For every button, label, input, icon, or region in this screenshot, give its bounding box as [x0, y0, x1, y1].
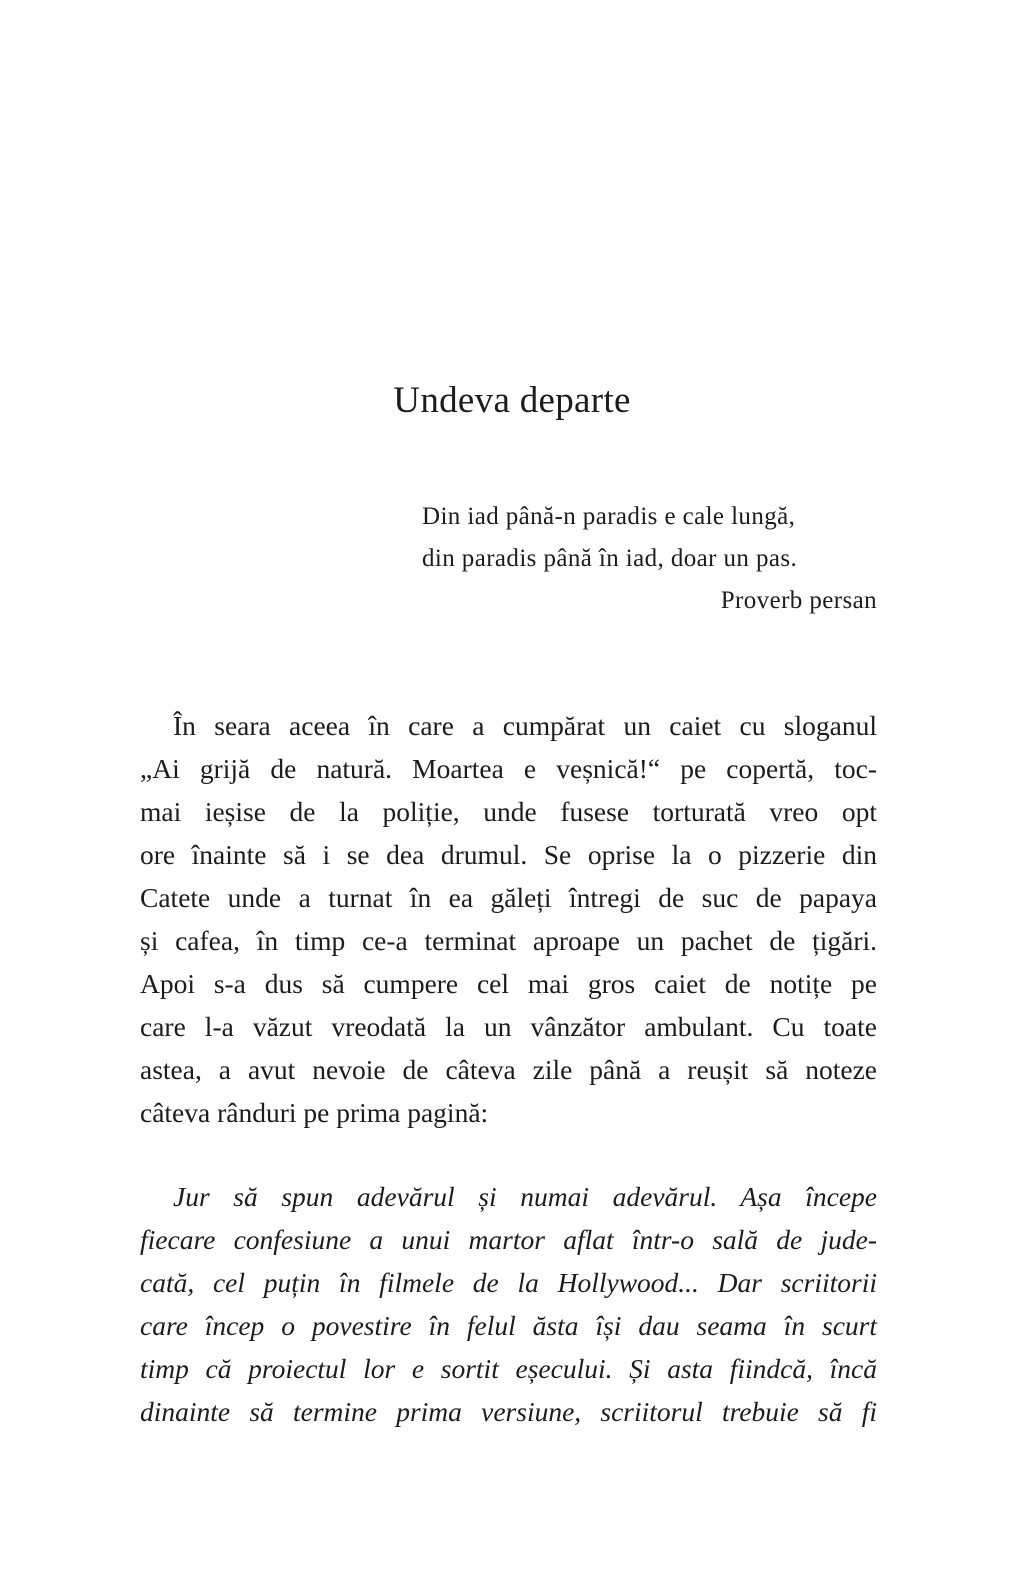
text-line: Jur să spun adevărul și numai adevărul. Așa începe: [173, 1181, 877, 1212]
text-line: care l-a văzut vreodată la un vânzător ambulant. Cu toate: [140, 1011, 877, 1042]
epigraph: [422, 496, 877, 622]
text-line: ore înainte să i se dea drumul. Se oprise la o pizzerie din: [140, 839, 877, 870]
text-line: și cafea, în timp ce-a terminat aproape un pachet de țigări.: [140, 925, 877, 956]
text-line: fiecare confesiune a unui martor aflat într-o sală de jude-: [140, 1224, 877, 1255]
text-line: Catete unde a turnat în ea găleți întregi de suc de papaya: [140, 882, 877, 913]
paragraph-1: [140, 704, 877, 1134]
epigraph-line: Din iad până-n paradis e cale lungă,: [422, 503, 796, 530]
epigraph-source: Proverb persan: [720, 587, 877, 614]
text-line: astea, a avut nevoie de câteva zile până a reușit să noteze: [140, 1054, 877, 1085]
text-line: dinainte să termine prima versiune, scriitorul trebuie să fi: [140, 1396, 877, 1427]
text-line: câteva rânduri pe prima pagină:: [140, 1097, 489, 1128]
text-line: „Ai grijă de natură. Moartea e veșnică!“ pe copertă, toc-: [140, 753, 877, 784]
text-line: mai ieșise de la poliție, unde fusese torturată vreo opt: [140, 796, 877, 827]
text-line: timp că proiectul lor e sortit eșecului. Și asta fiindcă, încă: [140, 1353, 877, 1384]
text-line: care încep o povestire în felul ăsta își dau seama în scurt: [140, 1310, 877, 1341]
epigraph-line: din paradis până în iad, doar un pas.: [422, 545, 798, 572]
text-line: În seara aceea în care a cumpărat un caiet cu sloganul: [173, 710, 877, 741]
text-line: cată, cel puțin în filmele de la Hollywood... Dar scriitorii: [140, 1267, 877, 1298]
paragraph-2-italic: [140, 1175, 877, 1433]
text-line: Apoi s-a dus să cumpere cel mai gros caiet de notițe pe: [140, 968, 877, 999]
chapter-title: Undeva departe: [393, 380, 631, 421]
